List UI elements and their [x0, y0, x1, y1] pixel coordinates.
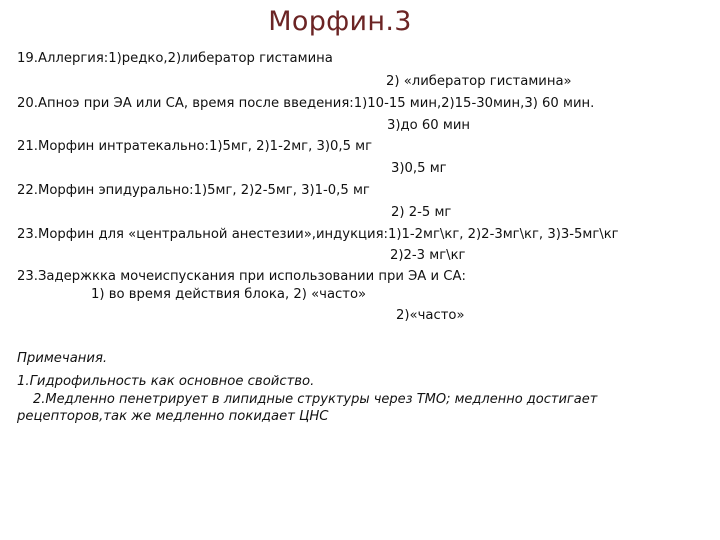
note-line-3: рецепторов,так же медленно покидает ЦНС [17, 409, 329, 424]
question-23b-continuation: 1) во время действия блока, 2) «часто» [91, 287, 367, 302]
notes-heading: Примечания. [17, 351, 108, 366]
question-22: 22.Морфин эпидурально:1)5мг, 2)2-5мг, 3)1-0,5 мг [17, 183, 370, 198]
answer-19: 2) «либератор гистамина» [386, 74, 572, 89]
answer-23b: 2)«часто» [396, 308, 465, 323]
answer-21: 3)0,5 мг [391, 161, 447, 176]
note-line-2: 2.Медленно пенетрирует в липидные структуры через ТМО; медленно достигает [33, 392, 598, 407]
question-19: 19.Аллергия:1)редко,2)либератор гистамина [17, 51, 333, 66]
question-20: 20.Апноэ при ЭА или СА, время после введения:1)10-15 мин,2)15-30мин,3) 60 мин. [17, 96, 595, 111]
answer-20: 3)до 60 мин [387, 118, 471, 133]
answer-23a: 2)2-3 мг\кг [390, 248, 466, 263]
question-21: 21.Морфин интратекально:1)5мг, 2)1-2мг, 3)0,5 мг [17, 139, 373, 154]
question-23b: 23.Задержкка мочеиспускания при использовании при ЭА и СА: [17, 269, 466, 284]
question-23a: 23.Морфин для «центральной анестезии»,индукция:1)1-2мг\кг, 2)2-3мг\кг, 3)3-5мг\кг [17, 227, 619, 242]
answer-22: 2) 2-5 мг [391, 205, 452, 220]
page-title: Морфин.3 [268, 6, 412, 37]
note-line-1: 1.Гидрофильность как основное свойство. [17, 374, 315, 389]
